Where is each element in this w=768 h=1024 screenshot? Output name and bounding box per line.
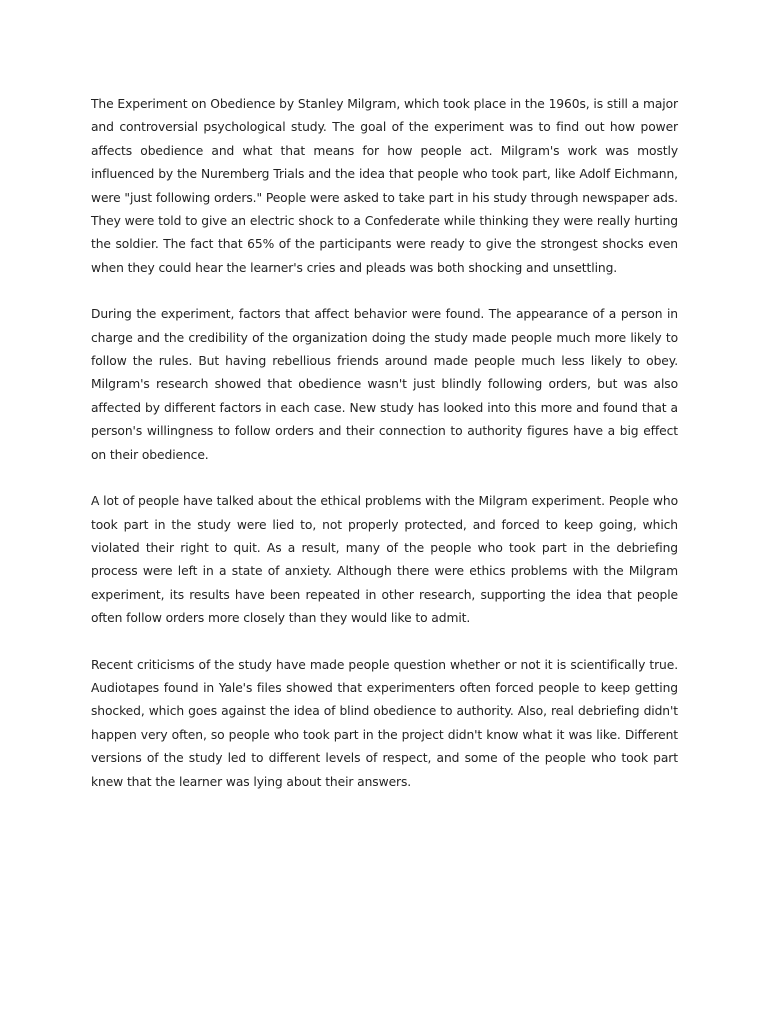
- document-body: [91, 93, 678, 817]
- paragraph-2: During the experiment, factors that affect behavior were found. The appearance of a person in charge and the credibility of the organization doing the study made people much more likely to follow the rules. But having rebellious friends around made people much less likely to obey. Milgram's research showed that obedience wasn't just blindly following orders, but was also affected by different factors in each case. New study has looked into this more and found that a person's willingness to follow orders and their connection to authority figures have a big effect on their obedience.: [91, 307, 678, 462]
- paragraph-4: Recent criticisms of the study have made people question whether or not it is scientifically true. Audiotapes found in Yale's files showed that experimenters often forced people to keep getting shocked, which goes against the idea of blind obedience to authority. Also, real debriefing didn't happen very often, so people who took part in the project didn't know what it was like. Different versions of the study led to different levels of respect, and some of the people who took part knew that the learner was lying about their answers.: [91, 657, 678, 789]
- paragraph-3: A lot of people have talked about the ethical problems with the Milgram experiment. People who took part in the study were lied to, not properly protected, and forced to keep going, which violated their right to quit. As a result, many of the people who took part in the debriefing process were left in a state of anxiety. Although there were ethics problems with the Milgram experiment, its results have been repeated in other research, supporting the idea that people often follow orders more closely than they would like to admit.: [91, 494, 678, 626]
- paragraph-1: The Experiment on Obedience by Stanley Milgram, which took place in the 1960s, is still a major and controversial psychological study. The goal of the experiment was to find out how power affects obedience and what that means for how people act. Milgram's work was mostly influenced by the Nuremberg Trials and the idea that people who took part, like Adolf Eichmann, were "just following orders." People were asked to take part in his study through newspaper ads. They were told to give an electric shock to a Confederate while thinking they were really hurting the soldier. The fact that 65% of the participants were ready to give the strongest shocks even when they could hear the learner's cries and pleads was both shocking and unsettling.: [91, 97, 678, 275]
